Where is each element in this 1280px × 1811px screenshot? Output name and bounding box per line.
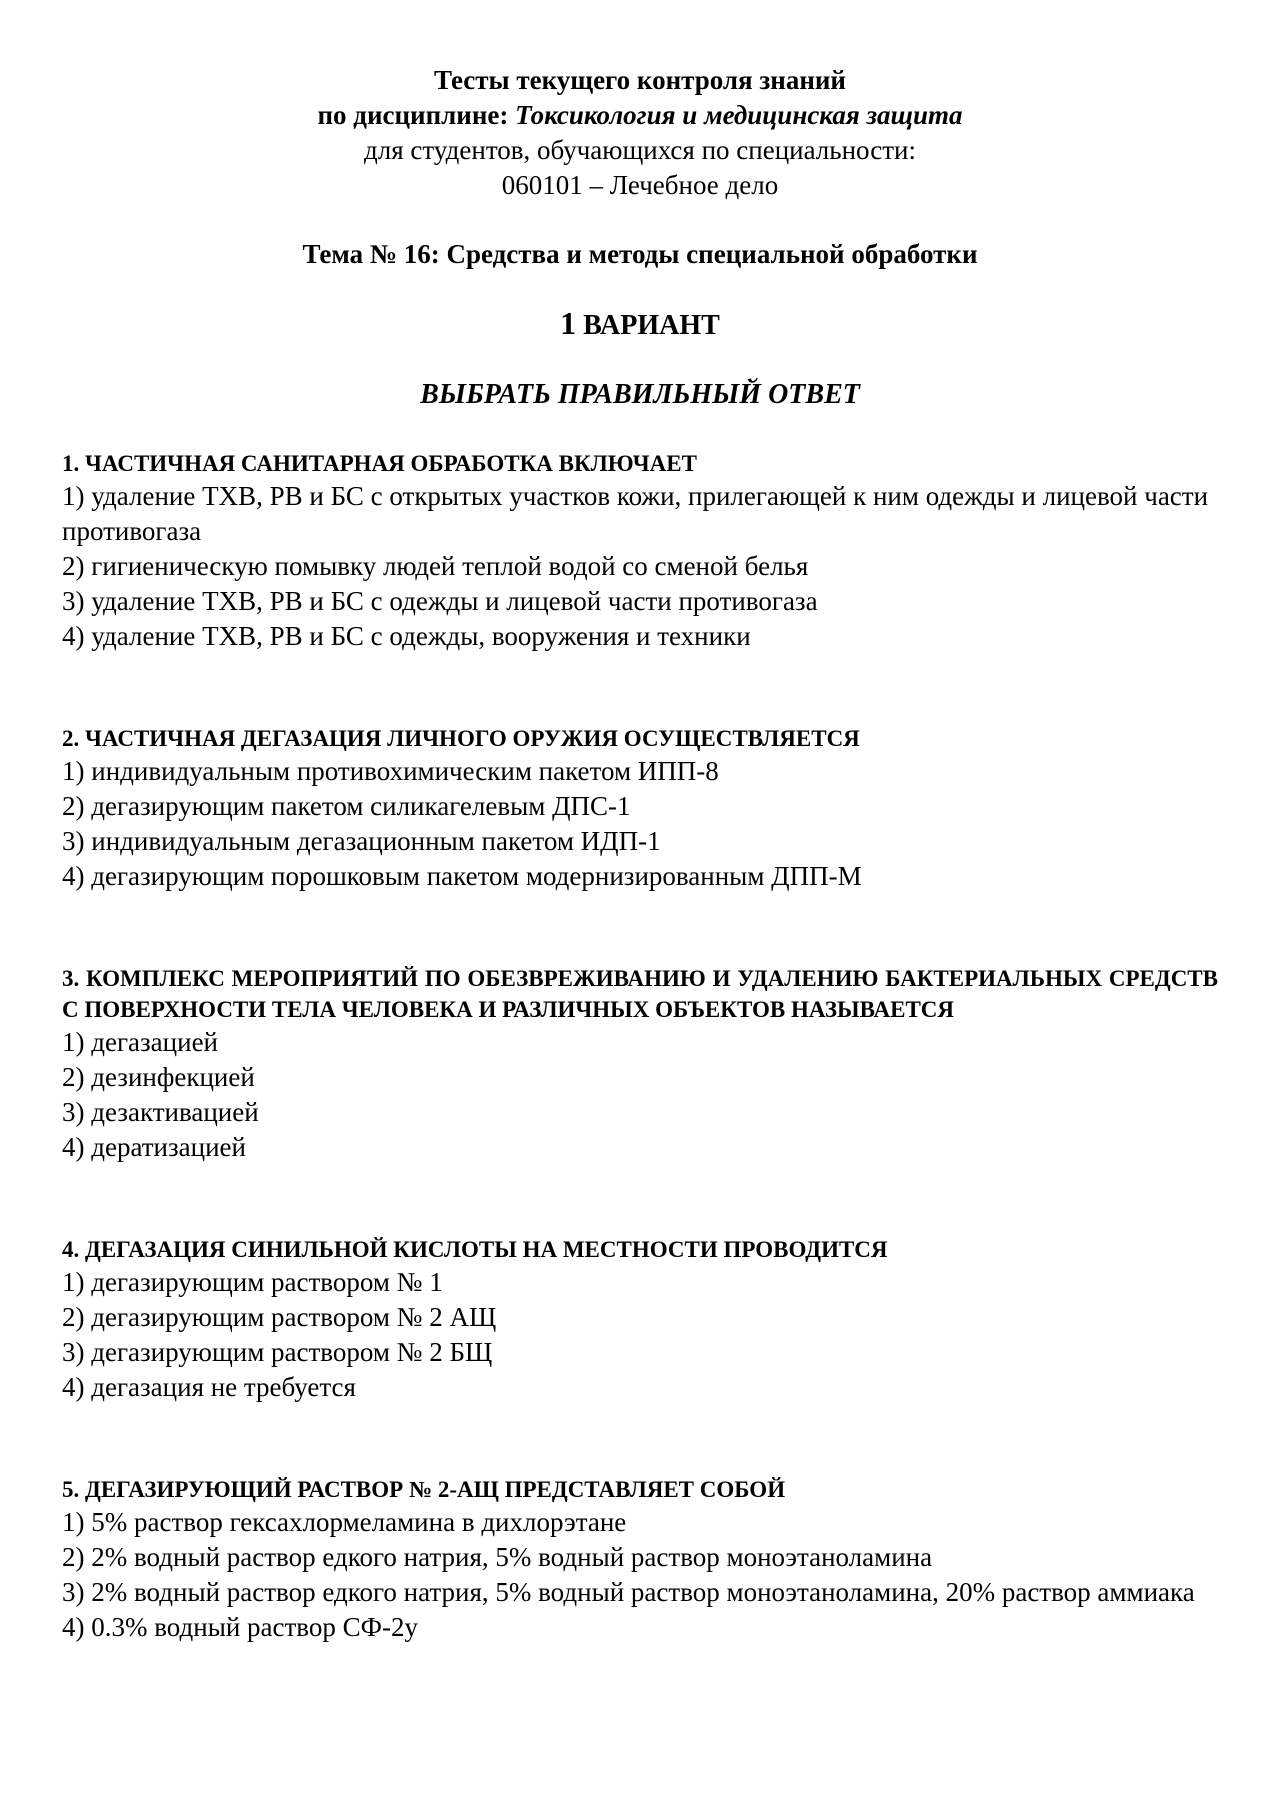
answer-options <box>62 754 1218 894</box>
header-discipline-line <box>62 98 1218 133</box>
answer-option: 1) дегазацией <box>62 1027 219 1057</box>
answer-option: 3) удаление ТХВ, РВ и БС с одежды и лицевой части противогаза <box>62 586 818 616</box>
answer-option: 3) дезактивацией <box>62 1097 259 1127</box>
answer-option: 4) удаление ТХВ, РВ и БС с одежды, вооружения и техники <box>62 621 751 651</box>
answer-option: 2) дегазирующим раствором № 2 АЩ <box>62 1302 497 1332</box>
answer-option: 3) индивидуальным дегазационным пакетом ИДП-1 <box>62 826 661 856</box>
question-3 <box>62 963 1218 1165</box>
variant-label: ВАРИАНТ <box>576 310 720 341</box>
answer-option: 3) 2% водный раствор едкого натрия, 5% водный раствор моноэтаноламина, 20% раствор аммиака <box>62 1577 1195 1607</box>
answer-options <box>62 1505 1218 1645</box>
question-2 <box>62 723 1218 894</box>
answer-option: 1) дегазирующим раствором № 1 <box>62 1267 443 1297</box>
answer-option: 1) индивидуальным противохимическим пакетом ИПП-8 <box>62 756 719 786</box>
answer-options <box>62 479 1218 654</box>
answer-option: 4) 0.3% водный раствор СФ-2у <box>62 1612 418 1642</box>
answer-option: 2) дезинфекцией <box>62 1062 255 1092</box>
answer-option: 2) дегазирующим пакетом силикагелевым ДПС-1 <box>62 791 631 821</box>
answer-option: 4) дегазирующим порошковым пакетом модернизированным ДПП-М <box>62 861 862 891</box>
answer-option: 4) дегазация не требуется <box>62 1372 356 1402</box>
question-4 <box>62 1234 1218 1405</box>
answer-option: 2) гигиеническую помывку людей теплой водой со сменой белья <box>62 551 809 581</box>
topic-title: Тема № 16: Средства и методы специальной обработки <box>302 239 978 269</box>
answer-option: 3) дегазирующим раствором № 2 БЩ <box>62 1337 493 1367</box>
question-title: 3. КОМПЛЕКС МЕРОПРИЯТИЙ ПО ОБЕЗВРЕЖИВАНИЮ И УДАЛЕНИЮ БАКТЕРИАЛЬНЫХ СРЕДСТВ С ПОВЕРХНОСТИ ТЕЛА ЧЕЛОВЕКА И РАЗЛИЧНЫХ ОБЪЕКТОВ НАЗЫВАЕТСЯ <box>62 966 1218 1022</box>
answer-option: 2) 2% водный раствор едкого натрия, 5% водный раствор моноэтаноламина <box>62 1542 933 1572</box>
answer-options <box>62 1025 1218 1165</box>
question-title: 2. ЧАСТИЧНАЯ ДЕГАЗАЦИЯ ЛИЧНОГО ОРУЖИЯ ОСУЩЕСТВЛЯЕТСЯ <box>62 726 860 751</box>
question-title: 1. ЧАСТИЧНАЯ САНИТАРНАЯ ОБРАБОТКА ВКЛЮЧАЕТ <box>62 451 697 476</box>
header-title: Тесты текущего контроля знаний <box>433 65 846 95</box>
answer-option: 4) дератизацией <box>62 1132 246 1162</box>
answer-option: 1) удаление ТХВ, РВ и БС с открытых участков кожи, прилегающей к ним одежды и лицевой части противогаза <box>62 481 1209 546</box>
question-list <box>62 448 1218 1645</box>
variant-heading <box>62 305 1218 344</box>
question-title: 5. ДЕГАЗИРУЮЩИЙ РАСТВОР № 2-АЩ ПРЕДСТАВЛЯЕТ СОБОЙ <box>62 1477 786 1502</box>
question-5 <box>62 1474 1218 1645</box>
header-audience: для студентов, обучающихся по специальности: <box>364 135 916 165</box>
header-discipline-name: Токсикология и медицинская защита <box>515 100 963 130</box>
instruction-heading: ВЫБРАТЬ ПРАВИЛЬНЫЙ ОТВЕТ <box>420 379 860 410</box>
answer-options <box>62 1265 1218 1405</box>
question-title: 4. ДЕГАЗАЦИЯ СИНИЛЬНОЙ КИСЛОТЫ НА МЕСТНОСТИ ПРОВОДИТСЯ <box>62 1237 888 1262</box>
question-1 <box>62 448 1218 654</box>
header-specialty: 060101 – Лечебное дело <box>501 170 779 200</box>
header-discipline-prefix: по дисциплине: <box>317 100 516 130</box>
answer-option: 1) 5% раствор гексахлормеламина в дихлорэтане <box>62 1507 627 1537</box>
variant-number: 1 <box>560 305 577 341</box>
document-header <box>62 0 1218 203</box>
